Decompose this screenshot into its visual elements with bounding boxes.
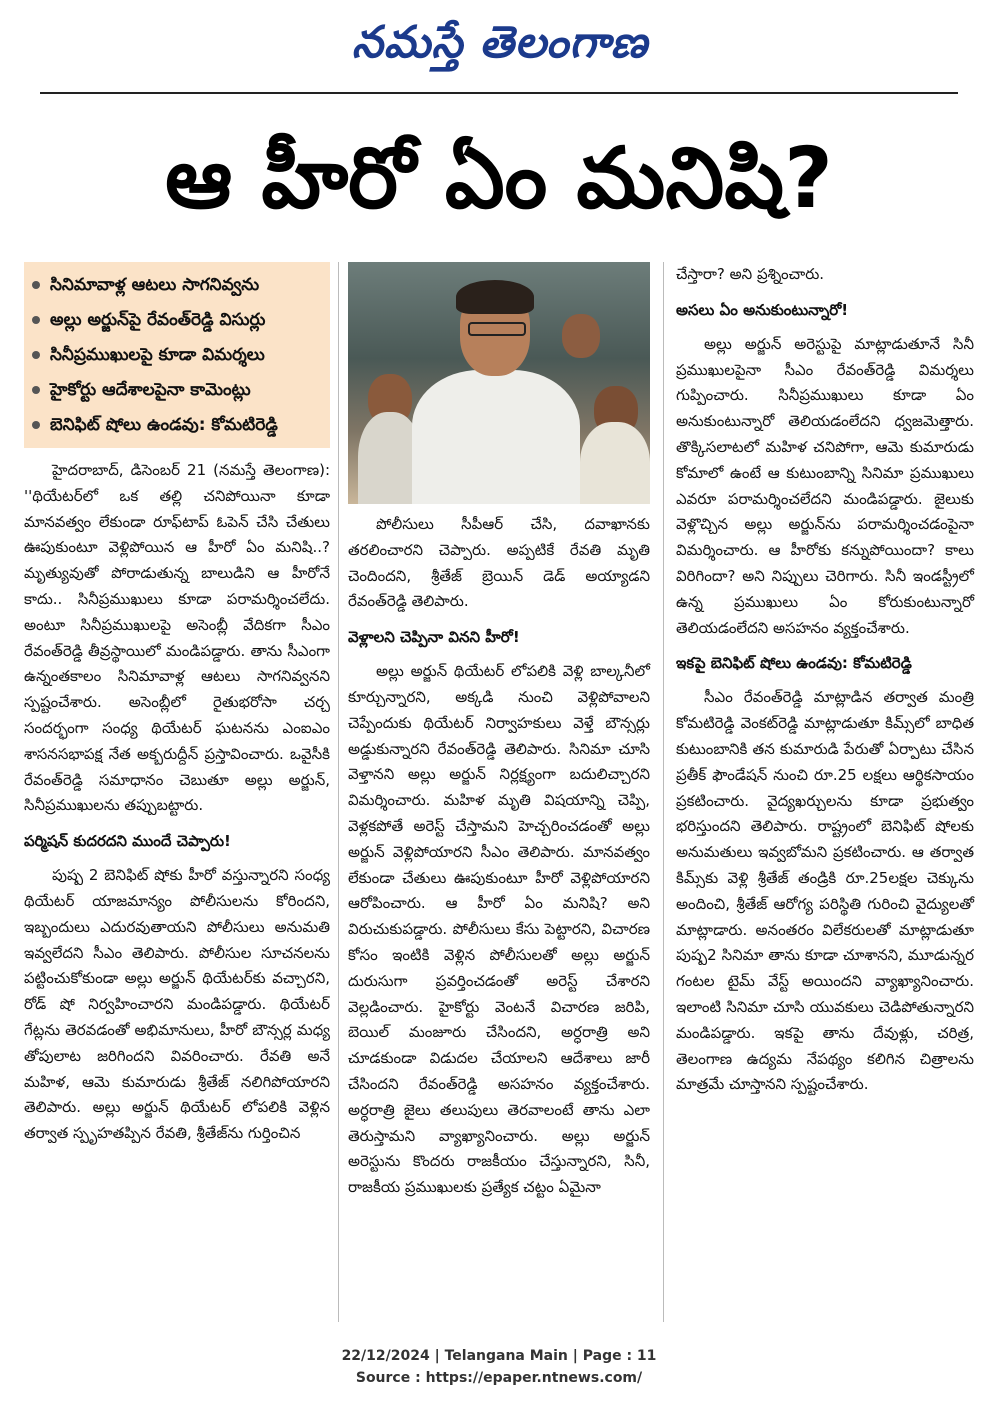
headline: ఆ హీరో ఏం మనిషి? [165, 129, 833, 227]
column-divider [663, 262, 664, 1322]
photo-person-right [580, 422, 650, 504]
highlight-item: సినిమావాళ్ల ఆటలు సాగనివ్వను [32, 268, 330, 303]
paragraph: పోలీసులు సీపీఆర్ చేసి, దవాఖానకు తరలించారని చెప్పారు. అప్పటికే రేవతి మృతి చెందిందని, శ్రీతేజ్ బ్రెయిన్ డెడ్ అయ్యాడని రేవంత్‌రెడ్డి తెలిపారు. [348, 515, 650, 611]
highlight-item: బెనిఫిట్ షోలు ఉండవు: కోమటిరెడ్డి [32, 408, 330, 443]
highlight-item: అల్లు అర్జున్‌పై రేవంత్‌రెడ్డి విసుర్లు [32, 303, 330, 338]
bullet-icon [32, 421, 40, 429]
highlight-item: సినీప్రముఖులపై కూడా విమర్శలు [32, 338, 330, 373]
footer-date-edition: 22/12/2024 | Telangana Main | Page : 11 [341, 1348, 657, 1364]
masthead-logo: నమస్తే తెలంగాణ [351, 17, 649, 68]
bullet-icon [32, 386, 40, 394]
highlight-item: హైకోర్టు ఆదేశాలపైనా కామెంట్లు [32, 373, 330, 408]
subheading: వెళ్లాలని చెప్పినా వినని హీరో! [348, 628, 520, 647]
masthead-divider [40, 92, 958, 94]
paragraph: పుష్ప 2 బెనిఫిట్ షోకు హీరో వస్తున్నారని సంధ్య థియేటర్ యాజమాన్యం పోలీసులను కోరిందని, ఇబ్బందులు ఎదురవుతాయని పోలీసులు అనుమతి ఇవ్వలేదని సీఎం తెలిపారు. పోలీసుల సూచనలను పట్టించుకోకుండా అల్లు అర్జున్ థియేటర్‌కు వచ్చారని, రోడ్ షో నిర్వహించారని మండిపడ్డారు. థియేటర్ గేట్లను తెరవడంతో అభిమానులు, హీరో బౌన్సర్ల మధ్య తోపులాట జరిగిందని వివరించారు. రేవతి అనే మహిళ, ఆమె కుమారుడు శ్రీతేజ్ నలిగిపోయారని తెలిపారు. అల్లు అర్జున్ థియేటర్ లోపలికి వెళ్లిన తర్వాత స్పృహతప్పిన రేవతి, శ్రీతేజ్‌ను గుర్తించిన [24, 866, 330, 1143]
photo-speaker-glasses [468, 322, 526, 336]
footer-source-link[interactable]: Source : https://epaper.ntnews.com/ [355, 1370, 643, 1386]
subheading: పర్మిషన్ కుదరదని ముందే చెప్పారు! [24, 832, 231, 851]
paragraph: అల్లు అర్జున్ అరెస్టుపై మాట్లాడుతూనే సినీ ప్రముఖులపైనా సీఎం రేవంత్‌రెడ్డి విమర్శలు గుప్పించారు. సినీప్రముఖులు కూడా ఏం అనుకుంటున్నారో తెలియడంలేదని ధ్వజమెత్తారు. తొక్కిసలాటలో మహిళ చనిపోగా, ఆమె కుమారుడు కోమాలో ఉంటే ఆ కుటుంబాన్ని సినిమా ప్రముఖులు ఎవరూ పరామర్శించలేదని మండిపడ్డారు. జైలుకు వెళ్లొచ్చిన అల్లు అర్జున్‌ను పరామర్శించడంపైనా విమర్శించారు. ఆ హీరోకు కన్నుపోయిందా? కాలు విరిగిందా? అని నిప్పులు చెరిగారు. సినీ ఇండస్ట్రీలో ఉన్న ప్రముఖులు ఏం కోరుకుంటున్నారో తెలియడంలేదని అసహనం వ్యక్తంచేశారు. [676, 334, 974, 637]
bullet-icon [32, 351, 40, 359]
photo-speaker-hair [456, 280, 534, 314]
article-column-2 [348, 512, 650, 1201]
highlights-box [24, 262, 330, 448]
photo-speaker-body [412, 370, 580, 504]
subheading: అసలు ఏం అనుకుంటున్నారో! [676, 300, 849, 319]
column-divider [338, 262, 339, 1322]
article-column-3 [676, 262, 974, 1098]
paragraph: సీఎం రేవంత్‌రెడ్డి మాట్లాడిన తర్వాత మంత్రి కోమటిరెడ్డి వెంకట్‌రెడ్డి మాట్లాడుతూ కిమ్స్‌లో బాధిత కుటుంబానికి తన కుమారుడి పేరుతో ఏర్పాటు చేసిన ప్రతీక్ ఫౌండేషన్ నుంచి రూ.25 లక్షలు ఆర్థికసాయం ప్రకటించారు. వైద్యఖర్చులను కూడా ప్రభుత్వం భరిస్తుందని తెలిపారు. రాష్ట్రంలో బెనిఫిట్ షోలకు అనుమతులు ఇవ్వబోమని ప్రకటించారు. ఆ తర్వాత కిమ్స్‌కు వెళ్లి శ్రీతేజ్ తండ్రికి రూ.25లక్షల చెక్కును అందించి, శ్రీతేజ్ ఆరోగ్య పరిస్థితి గురించి వైద్యులతో మాట్లాడారు. అనంతరం విలేకరులతో మాట్లాడుతూ పుష్ప2 సినిమా తాను కూడా చూశానని, మూడున్నర గంటల టైమ్ వేస్ట్ అయిందని వ్యాఖ్యానించారు. ఇలాంటి సినిమా చూసి యువకులు చెడిపోతున్నారని మండిపడ్డారు. ఇకపై తాను దేవుళ్లు, చరిత్ర, తెలంగాణ ఉద్యమ నేపథ్యం కలిగిన చిత్రాలను మాత్రమే చూస్తానని స్పష్టంచేశారు. [676, 688, 974, 1094]
article-photo [348, 262, 650, 504]
paragraph: చేస్తారా? అని ప్రశ్నించారు. [676, 265, 825, 283]
subheading: ఇకపై బెనిఫిట్ షోలు ఉండవు: కోమటిరెడ్డి [676, 654, 912, 673]
paragraph: హైదరాబాద్, డిసెంబర్ 21 (నమస్తే తెలంగాణ): ''థియేటర్‌లో ఒక తల్లి చనిపోయినా కూడా మానవత్వం లేకుండా రూఫ్‌టాప్ ఓపెన్ చేసి చేతులు ఊపుకుంటూ వెళ్లిపోయిన ఆ హీరో ఏం మనిషి..? మృత్యువుతో పోరాడుతున్న బాలుడిని ఆ హీరోనే కాదు.. సినీప్రముఖులు కూడా పరామర్శించలేదు. అంటూ సినీప్రముఖులపై అసెంబ్లీ వేదికగా సీఎం రేవంత్‌రెడ్డి తీవ్రస్థాయిలో మండిపడ్డారు. తాను సీఎంగా ఉన్నంతకాలం సినిమావాళ్ల ఆటలు సాగనివ్వనని స్పష్టంచేశారు. అసెంబ్లీలో రైతుభరోసా చర్చ సందర్భంగా సంధ్య థియేటర్ ఘటనను ఎంఐఎం శాసనసభాపక్ష నేత అక్బరుద్దీన్ ప్రస్తావించారు. ఒవైసీకి రేవంత్‌రెడ్డి సమాధానం చెబుతూ అల్లు అర్జున్, సినీప్రముఖులను తప్పుబట్టారు. [24, 461, 330, 815]
bullet-icon [32, 316, 40, 324]
bullet-icon [32, 281, 40, 289]
photo-background-person [562, 314, 600, 358]
article-column-1 [24, 458, 330, 1147]
paragraph: అల్లు అర్జున్ థియేటర్ లోపలికి వెళ్లి బాల్కనీలో కూర్చున్నారని, అక్కడి నుంచి వెళ్లిపోవాలని చెప్పేందుకు థియేటర్ నిర్వాహకులు వెళ్తే బౌన్సర్లు అడ్డుకున్నారని రేవంత్‌రెడ్డి తెలిపారు. సినిమా చూసి వెళ్తానని అల్లు అర్జున్ నిర్లక్ష్యంగా బదులిచ్చారని విమర్శించారు. మహిళ మృతి విషయాన్ని చెప్పి, వెళ్లకపోతే అరెస్ట్ చేస్తామని హెచ్చరించడంతో అల్లు అర్జున్ వెళ్లిపోయారని సీఎం తెలిపారు. మానవత్వం లేకుండా చేతులు ఊపుకుంటూ హీరో వెళ్లిపోయారని ఆరోపించారు. ఆ హీరో ఏం మనిషి? అని విరుచుకుపడ్డారు. పోలీసులు కేసు పెట్టారని, విచారణ కోసం ఇంటికి వెళ్లిన పోలీసులతో అల్లు అర్జున్ దురుసుగా ప్రవర్తించడంతో అరెస్ట్ చేశారని వెల్లడించారు. హైకోర్టు వెంటనే విచారణ జరిపి, బెయిల్ మంజూరు చేసిందని, అర్ధరాత్రి అని చూడకుండా విడుదల చేయాలని ఆదేశాలు జారీ చేసిందని రేవంత్‌రెడ్డి అసహనం వ్యక్తంచేశారు. అర్ధరాత్రి జైలు తలుపులు తెరవాలంటే తాను ఎలా తెరుస్తామని వ్యాఖ్యానించారు. అల్లు అర్జున్ అరెస్టును కొందరు రాజకీయం చేస్తున్నారని, సినీ, రాజకీయ ప్రముఖులకు ప్రత్యేక చట్టం ఏమైనా [348, 662, 650, 1197]
